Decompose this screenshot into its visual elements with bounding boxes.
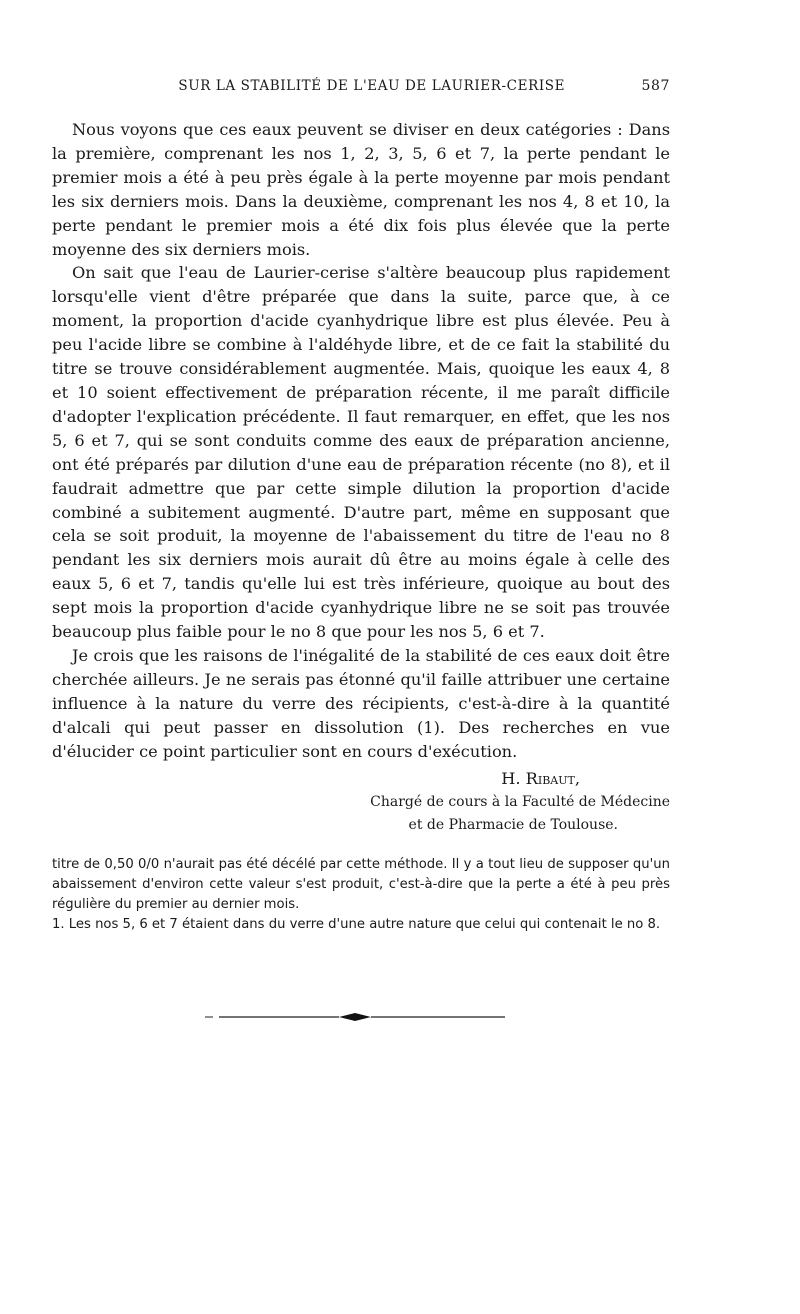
page-number: 587	[641, 78, 670, 94]
footnotes	[52, 855, 670, 934]
paragraph: On sait que l'eau de Laurier-cerise s'altère beaucoup plus rapidement lorsqu'elle vient d'être préparée que dans la suite, parce que, à ce moment, la proportion d'acide cyanhydrique libre est plus élevée. Peu à peu l'acide libre se combine à l'aldéhyde libre, et de ce fait la stabilité du titre se trouve considérablement augmentée. Mais, quoique les eaux 4, 8 et 10 soient effectivement de préparation récente, il me paraît difficile d'adopter l'explication précédente. Il faut remarquer, en effet, que les nos 5, 6 et 7, qui se sont conduits comme des eaux de préparation ancienne, ont été préparés par dilution d'une eau de préparation récente (no 8), et il faudrait admettre que par cette simple dilution la proportion d'acide combiné a subitement augmenté. D'autre part, même en supposant que cela se soit produit, la moyenne de l'abaissement du titre de l'eau no 8 pendant les six derniers mois aurait dû être au moins égale à celle des eaux 5, 6 et 7, tandis qu'elle lui est très inférieure, quoique au bout des sept mois la proportion d'acide cyanhydrique libre ne se soit pas trouvée beaucoup plus faible pour le no 8 que pour les nos 5, 6 et 7.	[52, 263, 670, 642]
paragraph: Nous voyons que ces eaux peuvent se diviser en deux catégories : Dans la première, comprenant les nos 1, 2, 3, 5, 6 et 7, la perte pendant le premier mois a été à peu près égale à la perte moyenne par mois pendant les six derniers mois. Dans la deuxième, comprenant les nos 4, 8 et 10, la perte pendant le premier mois a été dix fois plus élevée que la perte moyenne des six derniers mois.	[52, 120, 670, 259]
signature-block	[52, 767, 670, 837]
paragraph: Je crois que les raisons de l'inégalité de la stabilité de ces eaux doit être cherchée ailleurs. Je ne serais pas étonné qu'il faille attribuer une certaine influence à la nature du verre des récipients, c'est-à-dire à la quantité d'alcali qui peut passer en dissolution (1). Des recherches en vue d'élucider ce point particulier sont en cours d'exécution.	[52, 645, 670, 761]
author-affiliation: Chargé de cours à la Faculté de Médecine	[370, 794, 670, 811]
footnote-1: 1. Les nos 5, 6 et 7 étaient dans du verre d'une autre nature que celui qui contenait le no 8.	[52, 916, 661, 932]
end-ornament	[205, 1008, 505, 1026]
document-page	[52, 78, 670, 935]
running-head	[52, 78, 670, 102]
author-name: H. Ribaut,	[501, 769, 580, 789]
running-head-title: SUR LA STABILITÉ DE L'EAU DE LAURIER-CERISE	[178, 78, 566, 94]
body-text	[52, 118, 670, 763]
footnote-continuation: titre de 0,50 0/0 n'aurait pas été décélé par cette méthode. Il y a tout lieu de supposer qu'un abaissement d'environ cette valeur s'est produit, c'est-à-dire que la perte a été à peu près régulière du premier au dernier mois.	[52, 857, 670, 913]
author-affiliation: et de Pharmacie de Toulouse.	[408, 817, 618, 834]
